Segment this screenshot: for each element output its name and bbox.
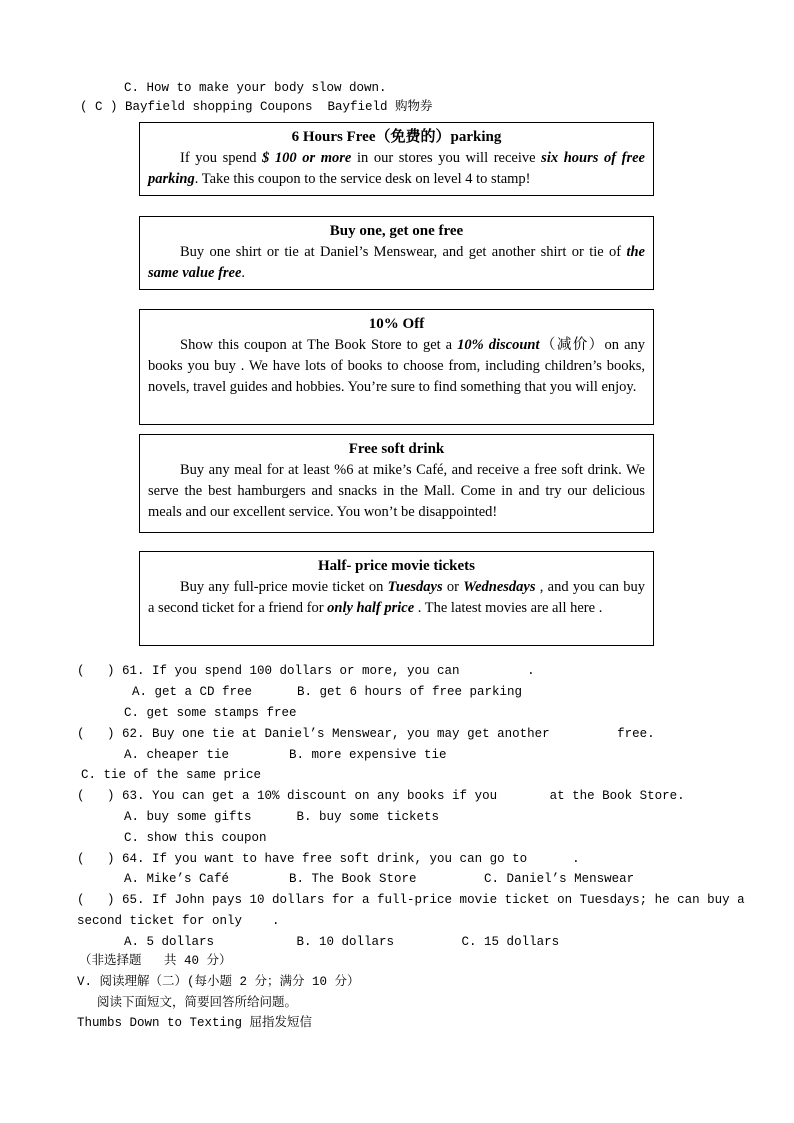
coupon-body: Show this coupon at The Book Store to get a 10% discount（减价）on any books you buy . We have lots of books to choose from, including children’s books, novels, travel guides and hobbies. You’re sure to find something that you will enjoy. xyxy=(148,337,646,395)
question-64: ( ) 64. If you want to have free soft drink, you can go to . xyxy=(77,852,580,866)
coupon-body: Buy any full-price movie ticket on Tuesdays or Wednesdays , and you can buy a second ticket for a friend for only half price . The latest movies are all here . xyxy=(148,579,645,616)
coupon-free-soft-drink xyxy=(139,434,654,533)
coupon-title: 6 Hours Free（免费的）parking xyxy=(291,129,502,145)
question-63-option-c: C. show this coupon xyxy=(124,831,267,845)
question-63-options-ab: A. buy some gifts B. buy some tickets xyxy=(124,810,440,824)
question-62-options-ab: A. cheaper tie B. more expensive tie xyxy=(124,748,447,762)
question-61-option-c: C. get some stamps free xyxy=(124,706,297,720)
coupon-ten-percent-off xyxy=(139,309,654,425)
non-choice-heading: （非选择题 共 40 分） xyxy=(79,954,232,968)
question-61: ( ) 61. If you spend 100 dollars or more, you can . xyxy=(77,664,535,678)
question-62: ( ) 62. Buy one tie at Daniel’s Menswear, you may get another free. xyxy=(77,727,655,741)
question-63: ( ) 63. You can get a 10% discount on any books if you at the Book Store. xyxy=(77,789,685,803)
coupon-body: Buy any meal for at least %6 at mike’s Café, and receive a free soft drink. We serve the best hamburgers and snacks in the Mall. Come in and try our delicious meals and our excellent service. You won’t be disappointed! xyxy=(148,462,645,520)
coupon-title: Buy one, get one free xyxy=(329,223,464,239)
instruction-text: 阅读下面短文，简要回答所给问题。 xyxy=(97,996,298,1010)
section-answer-heading: ( C ) Bayfield shopping Coupons Bayfield 购物券 xyxy=(80,100,433,114)
section-v-heading: V. 阅读理解（二）(每小题 2 分；满分 10 分） xyxy=(77,975,360,989)
question-65: ( ) 65. If John pays 10 dollars for a full-price movie ticket on Tuesdays; he can buy a xyxy=(77,893,745,907)
question-64-options: A. Mike’s Café B. The Book Store C. Daniel’s Menswear xyxy=(124,872,635,886)
coupon-body: If you spend $ 100 or more in our stores you will receive six hours of free parking. Take this coupon to the service desk on level 4 to stamp! xyxy=(148,150,645,187)
option-c-previous: C. How to make your body slow down. xyxy=(124,81,387,95)
question-62-option-c: C. tie of the same price xyxy=(81,768,262,782)
coupon-body: Buy one shirt or tie at Daniel’s Menswear, and get another shirt or tie of the same value free. xyxy=(148,244,645,281)
coupon-title: 10% Off xyxy=(368,316,425,332)
coupon-half-price-movie xyxy=(139,551,654,646)
question-65-options: A. 5 dollars B. 10 dollars C. 15 dollars xyxy=(124,935,560,949)
question-65-continued: second ticket for only . xyxy=(77,914,280,928)
coupon-parking xyxy=(139,122,654,196)
question-61-options-ab: A. get a CD free B. get 6 hours of free parking xyxy=(132,685,523,699)
coupon-buy-one-get-one xyxy=(139,216,654,290)
passage-title: Thumbs Down to Texting 屈指发短信 xyxy=(77,1016,313,1030)
coupon-title: Free soft drink xyxy=(348,441,445,457)
coupon-title: Half- price movie tickets xyxy=(317,558,476,574)
